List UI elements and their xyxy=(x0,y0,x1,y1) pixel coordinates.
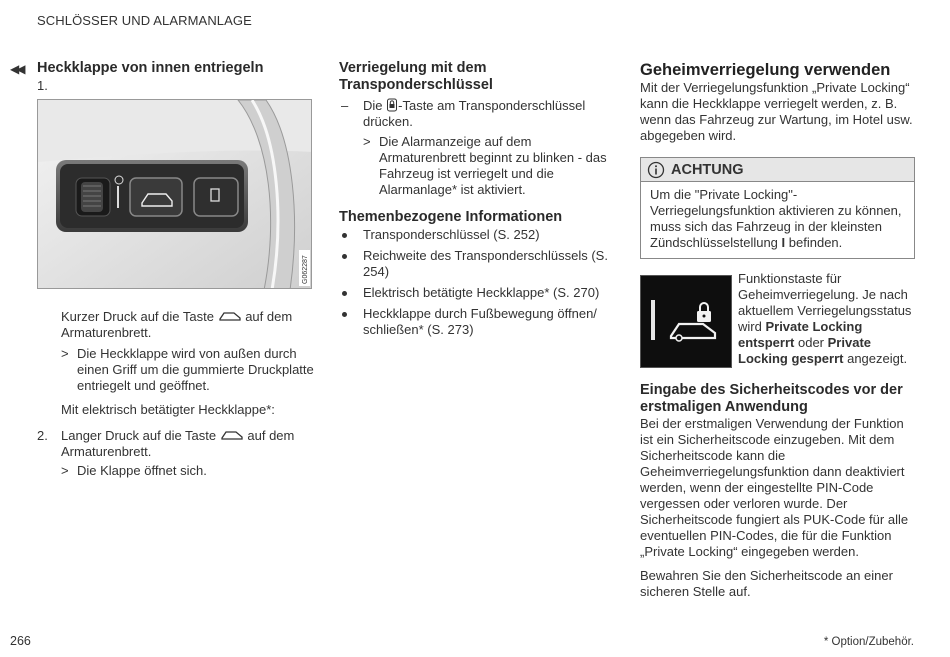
related-link[interactable]: Transponderschlüssel (S. 252) xyxy=(339,227,614,243)
step-2-instruction: Langer Druck auf die Taste auf dem Armaturenbrett. xyxy=(61,428,295,459)
page-number: 266 xyxy=(10,634,31,648)
footnote: * Option/Zubehör. xyxy=(823,636,914,648)
warning-text: Um die "Private Locking"-Verriegelungsfunktion aktivieren zu können, muss sich das Fahrzeug in der kleinsten Zündschlüsselstellung I befinden. xyxy=(650,187,902,250)
column-tailgate-inside xyxy=(37,60,315,479)
heading-private-locking: Geheimverriegelung verwenden xyxy=(640,61,891,79)
step-1-instruction: Kurzer Druck auf die Taste auf dem Armaturenbrett. xyxy=(61,309,293,340)
heading-tailgate-inside: Heckklappe von innen entriegeln xyxy=(37,60,264,76)
double-chevron-left-icon[interactable]: ◀◀ xyxy=(10,62,23,76)
private-locking-illustration xyxy=(641,276,731,367)
step-1-number: 1. xyxy=(37,78,48,93)
electric-note: Mit elektrisch betätigter Heckklappe*: xyxy=(61,402,275,417)
transponder-result: > Die Alarmanzeige auf dem Armaturenbrett beginnt zu blinken - das Fahrzeug ist verriegelt und die Alarmanlage* ist aktiviert. xyxy=(363,134,614,198)
tailgate-icon xyxy=(218,310,242,322)
private-locking-intro: Mit der Verriegelungsfunktion „Private Locking“ kann die Heckklappe verriegelt werden, z. B. wenn das Fahrzeug zur Wartung, im Hotel usw. abgegeben wird. xyxy=(640,80,913,143)
figure-code: G062287 xyxy=(302,255,309,284)
related-link[interactable]: Reichweite des Transponderschlüssels (S. 254) xyxy=(339,248,614,280)
keep-code-text: Bewahren Sie den Sicherheitscode an einer sicheren Stelle auf. xyxy=(640,568,893,599)
info-circle-icon xyxy=(647,161,665,179)
warning-label: ACHTUNG xyxy=(671,161,744,178)
column-private-locking xyxy=(640,60,915,600)
column-transponder-lock xyxy=(339,60,614,343)
dash-marker: – xyxy=(341,98,349,113)
function-button-description: Funktionstaste für Geheimverriegelung. Je nach aktuellem Verriegelungsstatus wird Private Locking entsperrt oder Private Locking gesperrt angezeigt. xyxy=(738,271,912,366)
dashboard-button-figure xyxy=(37,99,312,289)
related-link[interactable]: Elektrisch betätigte Heckklappe* (S. 270) xyxy=(339,285,614,301)
heading-related-info: Themenbezogene Informationen xyxy=(339,209,563,225)
section-header: SCHLÖSSER UND ALARMANLAGE xyxy=(37,13,252,28)
security-code-text: Bei der erstmaligen Verwendung der Funktion ist ein Sicherheitscode einzugeben. Mit dem Sicherheitscode kann die Geheimverriegelungsfunktion dann deaktiviert werden, wenn der eingestellte PIN-Code vergessen oder verloren wurde. Der Sicherheitscode fungiert als PUK-Code für alle eventuellen PIN-Codes, die für die Funktion „Private Locking“ eingegeben werden. xyxy=(640,416,909,559)
step-1-result: > Die Heckklappe wird von außen durch einen Griff um die gummierte Druckplatte entriegelt und geöffnet. xyxy=(61,346,315,394)
transponder-instruction: Die -Taste am Transponderschlüssel drücken. xyxy=(363,98,586,129)
tailgate-icon xyxy=(220,429,244,441)
heading-security-code: Eingabe des Sicherheitscodes vor der erstmaligen Anwendung xyxy=(640,382,903,415)
step-2-result: > Die Klappe öffnet sich. xyxy=(61,463,315,479)
related-info-list xyxy=(339,227,614,338)
lock-key-icon xyxy=(386,98,398,112)
private-locking-button-image xyxy=(640,275,732,368)
warning-box xyxy=(640,157,915,259)
step-2-number: 2. xyxy=(37,428,48,443)
dashboard-illustration xyxy=(38,100,312,289)
related-link[interactable]: Heckklappe durch Fußbewegung öffnen/ schließen* (S. 273) xyxy=(339,306,614,338)
heading-transponder-lock: Verriegelung mit dem Transponderschlüssel xyxy=(339,60,493,93)
